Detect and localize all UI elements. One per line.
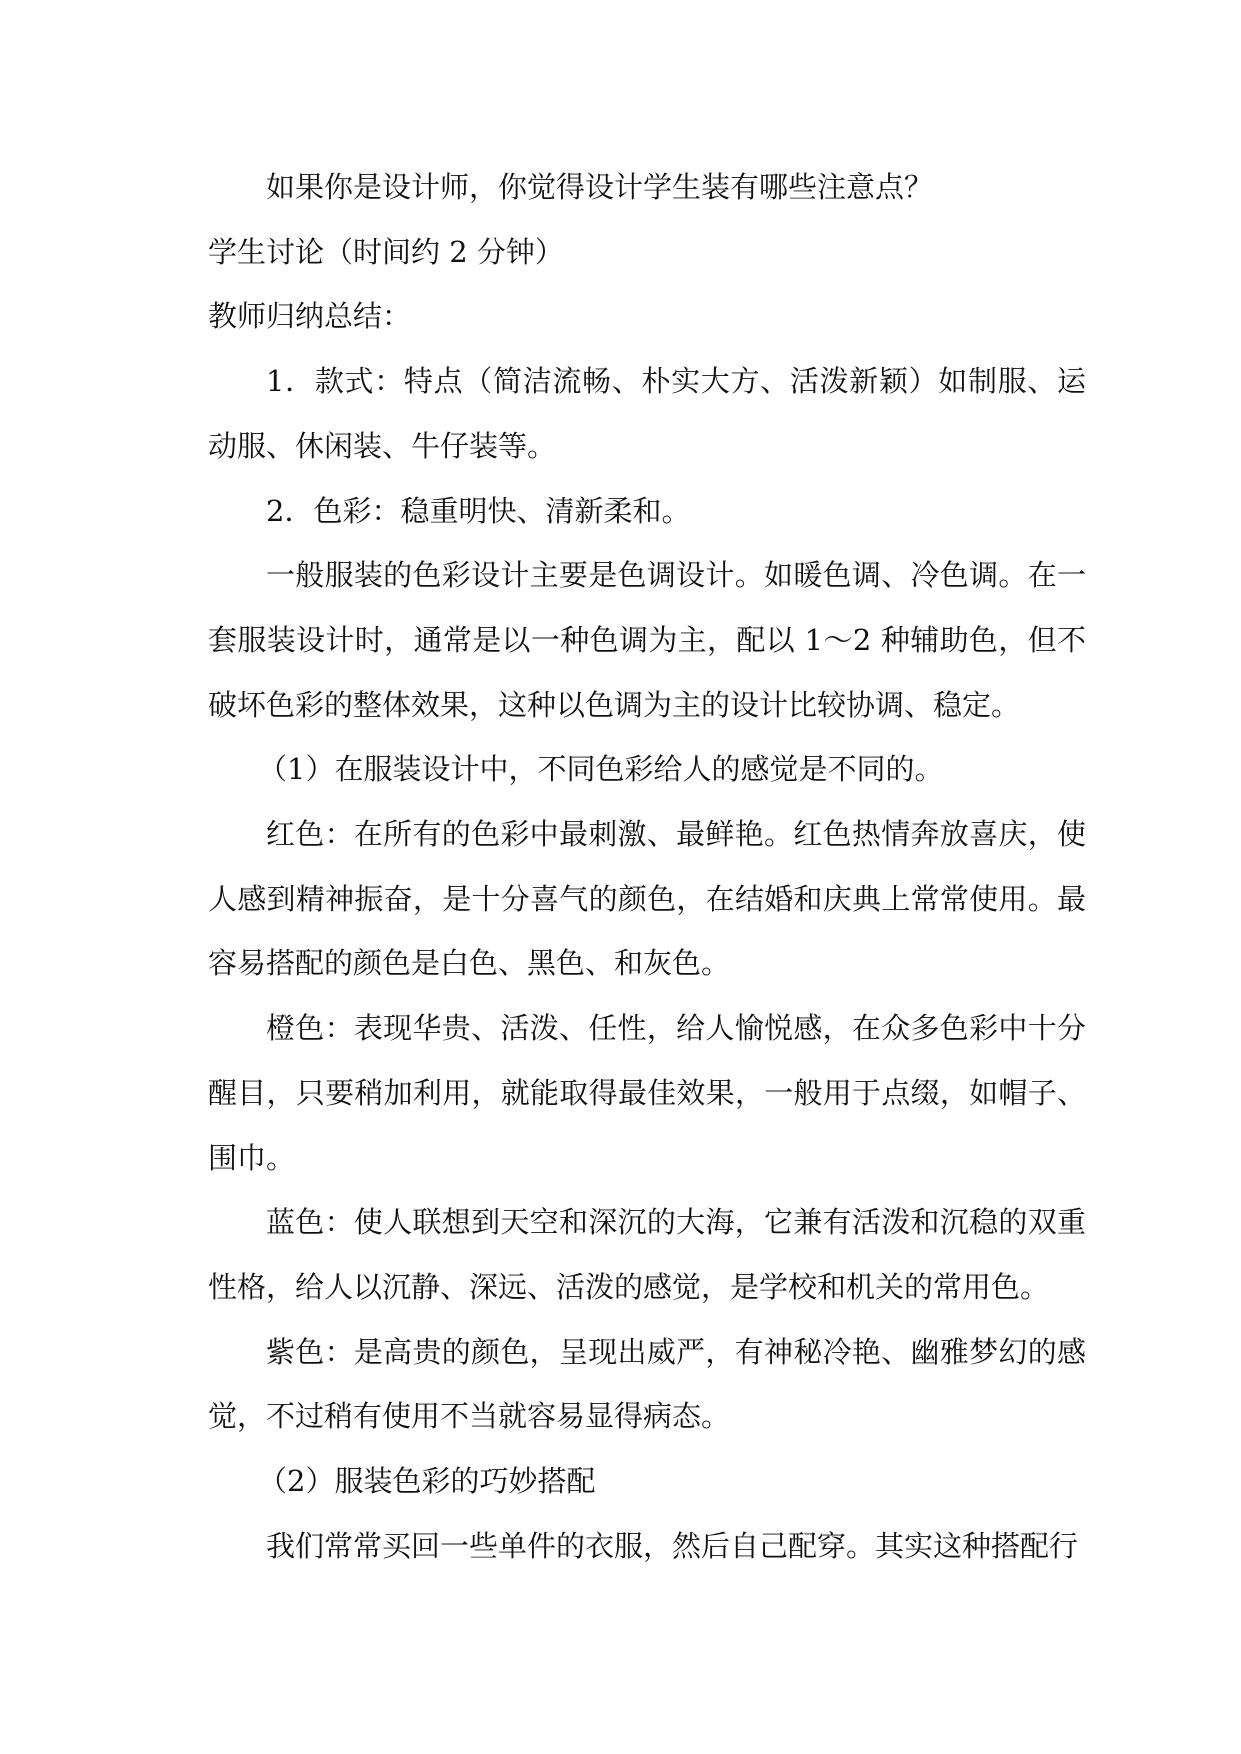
purple-color-paragraph: 紫色：是高贵的颜色，呈现出威严，有神秘冷艳、幽雅梦幻的感觉，不过稍有使用不当就容易显得病态。 <box>208 1334 1086 1434</box>
question-paragraph: 如果你是设计师，你觉得设计学生装有哪些注意点？ <box>266 170 934 204</box>
color-feeling-heading: （1）在服装设计中，不同色彩给人的感觉是不同的。 <box>258 752 944 787</box>
matching-paragraph: 我们常常买回一些单件的衣服，然后自己配穿。其实这种搭配行 <box>266 1528 1079 1563</box>
color-design-paragraph: 一般服装的色彩设计主要是色调设计。如暖色调、冷色调。在一套服装设计时，通常是以一种色调为主，配以 1～2 种辅助色，但不破坏色彩的整体效果，这种以色调为主的设计比较协调、稳定。 <box>208 558 1086 722</box>
color-matching-heading: （2）服装色彩的巧妙搭配 <box>258 1464 596 1499</box>
point-color-paragraph: 2．色彩：稳重明快、清新柔和。 <box>266 493 691 528</box>
discussion-note: 学生讨论（时间约 2 分钟） <box>208 234 564 269</box>
point-style-paragraph: 1．款式：特点（简洁流畅、朴实大方、活泼新颖）如制服、运动服、休闲装、牛仔装等。 <box>208 364 1086 463</box>
summary-heading: 教师归纳总结： <box>208 299 412 334</box>
body-text <box>208 155 1086 1578</box>
blue-color-paragraph: 蓝色：使人联想到天空和深沉的大海，它兼有活泼和沉稳的双重性格，给人以沉静、深远、活泼的感觉，是学校和机关的常用色。 <box>208 1205 1086 1304</box>
orange-color-paragraph: 橙色：表现华贵、活泼、任性，给人愉悦感，在众多色彩中十分醒目，只要稍加利用，就能取得最佳效果，一般用于点缀，如帽子、围巾。 <box>208 1011 1086 1175</box>
red-color-paragraph: 红色：在所有的色彩中最刺激、最鲜艳。红色热情奔放喜庆，使人感到精神振奋，是十分喜气的颜色，在结婚和庆典上常常使用。最容易搭配的颜色是白色、黑色、和灰色。 <box>208 817 1086 981</box>
